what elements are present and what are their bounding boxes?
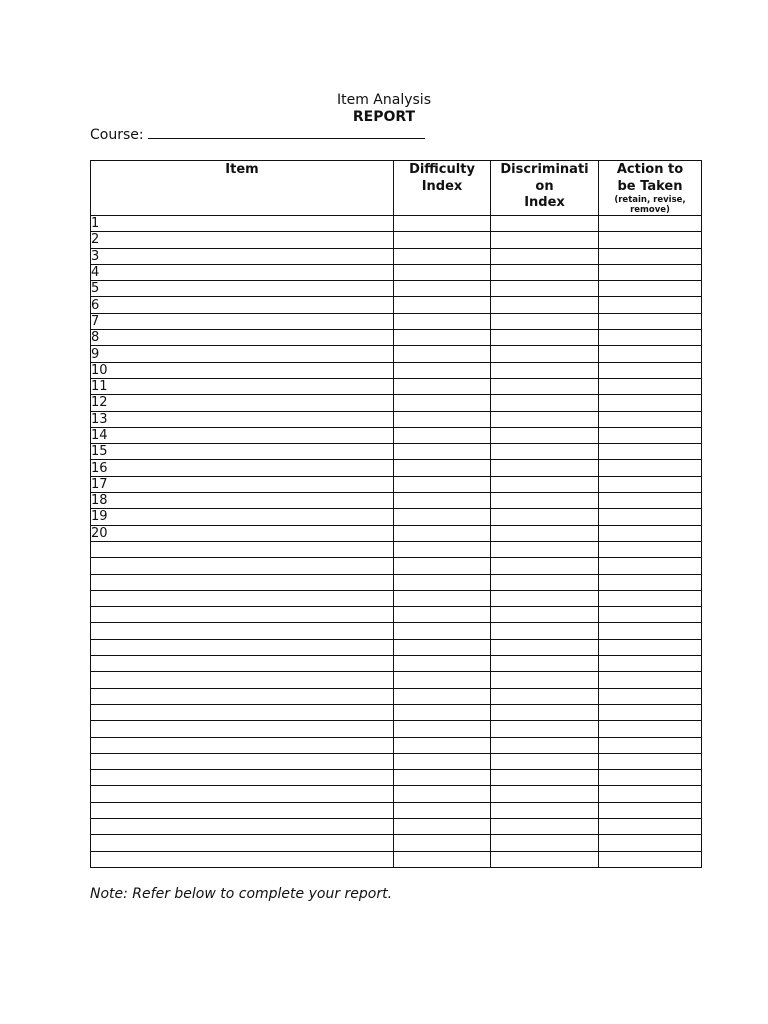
difficulty-cell[interactable]: [394, 264, 491, 280]
discrimination-cell[interactable]: [491, 395, 599, 411]
item-cell[interactable]: 18: [91, 493, 394, 509]
action-cell[interactable]: [599, 264, 702, 280]
discrimination-cell[interactable]: [491, 476, 599, 492]
discrimination-cell[interactable]: [491, 216, 599, 232]
item-cell[interactable]: 5: [91, 281, 394, 297]
discrimination-cell[interactable]: [491, 802, 599, 818]
difficulty-cell[interactable]: [394, 607, 491, 623]
action-cell[interactable]: [599, 737, 702, 753]
item-cell[interactable]: 20: [91, 525, 394, 541]
discrimination-cell[interactable]: [491, 411, 599, 427]
discrimination-cell[interactable]: [491, 444, 599, 460]
item-cell[interactable]: 3: [91, 248, 394, 264]
discrimination-cell[interactable]: [491, 427, 599, 443]
action-cell[interactable]: [599, 639, 702, 655]
discrimination-cell[interactable]: [491, 558, 599, 574]
action-cell[interactable]: [599, 753, 702, 769]
table-row: [91, 232, 702, 248]
action-cell[interactable]: [599, 525, 702, 541]
item-cell[interactable]: [91, 639, 394, 655]
difficulty-cell[interactable]: [394, 721, 491, 737]
action-cell[interactable]: [599, 704, 702, 720]
item-cell[interactable]: 4: [91, 264, 394, 280]
difficulty-cell[interactable]: [394, 525, 491, 541]
action-cell[interactable]: [599, 346, 702, 362]
item-cell[interactable]: 1: [91, 216, 394, 232]
difficulty-cell[interactable]: [394, 395, 491, 411]
table-row: [91, 688, 702, 704]
difficulty-cell[interactable]: [394, 558, 491, 574]
table-row: [91, 574, 702, 590]
difficulty-cell[interactable]: [394, 427, 491, 443]
action-cell[interactable]: [599, 672, 702, 688]
difficulty-cell[interactable]: [394, 590, 491, 606]
difficulty-cell[interactable]: [394, 737, 491, 753]
item-cell[interactable]: [91, 835, 394, 851]
difficulty-cell[interactable]: [394, 574, 491, 590]
item-cell[interactable]: [91, 574, 394, 590]
difficulty-cell[interactable]: [394, 623, 491, 639]
discrimination-cell[interactable]: [491, 297, 599, 313]
discrimination-cell[interactable]: [491, 346, 599, 362]
item-cell[interactable]: 11: [91, 378, 394, 394]
item-cell[interactable]: [91, 753, 394, 769]
action-cell[interactable]: [599, 770, 702, 786]
discrimination-cell[interactable]: [491, 590, 599, 606]
table-row: [91, 362, 702, 378]
action-cell[interactable]: [599, 248, 702, 264]
item-cell[interactable]: [91, 590, 394, 606]
table-row: [91, 590, 702, 606]
table-row: [91, 493, 702, 509]
item-cell[interactable]: [91, 737, 394, 753]
discrimination-cell[interactable]: [491, 753, 599, 769]
discrimination-cell[interactable]: [491, 639, 599, 655]
table-row: [91, 248, 702, 264]
discrimination-cell[interactable]: [491, 656, 599, 672]
difficulty-cell[interactable]: [394, 851, 491, 867]
table-row: [91, 639, 702, 655]
difficulty-cell[interactable]: [394, 639, 491, 655]
table-row: [91, 281, 702, 297]
discrimination-cell[interactable]: [491, 607, 599, 623]
difficulty-cell[interactable]: [394, 313, 491, 329]
difficulty-cell[interactable]: [394, 818, 491, 834]
table-row: [91, 802, 702, 818]
item-cell[interactable]: 13: [91, 411, 394, 427]
table-row: [91, 297, 702, 313]
table-row: [91, 330, 702, 346]
table-row: [91, 509, 702, 525]
item-cell[interactable]: [91, 607, 394, 623]
item-cell[interactable]: [91, 623, 394, 639]
course-label: Course:: [90, 127, 144, 143]
difficulty-cell[interactable]: [394, 232, 491, 248]
difficulty-cell[interactable]: [394, 704, 491, 720]
action-cell[interactable]: [599, 476, 702, 492]
table-row: [91, 378, 702, 394]
item-cell[interactable]: 10: [91, 362, 394, 378]
action-cell[interactable]: [599, 835, 702, 851]
header-difficulty-index: Difficulty Index: [394, 161, 491, 216]
table-row: [91, 656, 702, 672]
action-cell[interactable]: [599, 851, 702, 867]
header-discrimination-index: Discriminati on Index: [491, 161, 599, 216]
difficulty-cell[interactable]: [394, 509, 491, 525]
item-cell[interactable]: [91, 656, 394, 672]
discrimination-cell[interactable]: [491, 525, 599, 541]
discrimination-cell[interactable]: [491, 493, 599, 509]
difficulty-cell[interactable]: [394, 753, 491, 769]
table-row: [91, 704, 702, 720]
item-cell[interactable]: 17: [91, 476, 394, 492]
discrimination-cell[interactable]: [491, 362, 599, 378]
item-cell[interactable]: 9: [91, 346, 394, 362]
discrimination-cell[interactable]: [491, 330, 599, 346]
item-cell[interactable]: 6: [91, 297, 394, 313]
footer-note: Note: Refer below to complete your report.: [90, 886, 393, 902]
table-row: [91, 313, 702, 329]
table-row: [91, 818, 702, 834]
table-row: [91, 835, 702, 851]
course-field: [90, 125, 425, 144]
discrimination-cell[interactable]: [491, 264, 599, 280]
action-cell[interactable]: [599, 427, 702, 443]
item-cell[interactable]: 19: [91, 509, 394, 525]
table-row: [91, 558, 702, 574]
action-cell[interactable]: [599, 607, 702, 623]
item-cell[interactable]: [91, 672, 394, 688]
difficulty-cell[interactable]: [394, 770, 491, 786]
action-cell[interactable]: [599, 558, 702, 574]
action-cell[interactable]: [599, 721, 702, 737]
discrimination-cell[interactable]: [491, 460, 599, 476]
action-cell[interactable]: [599, 623, 702, 639]
difficulty-cell[interactable]: [394, 476, 491, 492]
item-cell[interactable]: [91, 541, 394, 557]
discrimination-cell[interactable]: [491, 770, 599, 786]
discrimination-cell[interactable]: [491, 232, 599, 248]
action-cell[interactable]: [599, 232, 702, 248]
difficulty-cell[interactable]: [394, 297, 491, 313]
table-row: [91, 460, 702, 476]
item-cell[interactable]: 2: [91, 232, 394, 248]
table-body: [91, 216, 702, 868]
discrimination-cell[interactable]: [491, 835, 599, 851]
difficulty-cell[interactable]: [394, 541, 491, 557]
table-row: [91, 264, 702, 280]
discrimination-cell[interactable]: [491, 509, 599, 525]
action-cell[interactable]: [599, 216, 702, 232]
action-cell[interactable]: [599, 509, 702, 525]
action-cell[interactable]: [599, 786, 702, 802]
difficulty-cell[interactable]: [394, 786, 491, 802]
action-cell[interactable]: [599, 688, 702, 704]
action-cell[interactable]: [599, 281, 702, 297]
table-row: [91, 411, 702, 427]
table-row: [91, 672, 702, 688]
item-cell[interactable]: 14: [91, 427, 394, 443]
difficulty-cell[interactable]: [394, 216, 491, 232]
difficulty-cell[interactable]: [394, 411, 491, 427]
discrimination-cell[interactable]: [491, 541, 599, 557]
item-cell[interactable]: [91, 688, 394, 704]
item-cell[interactable]: [91, 770, 394, 786]
item-cell[interactable]: 7: [91, 313, 394, 329]
discrimination-cell[interactable]: [491, 818, 599, 834]
table-row: [91, 607, 702, 623]
difficulty-cell[interactable]: [394, 656, 491, 672]
difficulty-cell[interactable]: [394, 362, 491, 378]
action-cell[interactable]: [599, 818, 702, 834]
table-row: [91, 786, 702, 802]
discrimination-cell[interactable]: [491, 786, 599, 802]
item-cell[interactable]: [91, 786, 394, 802]
table-row: [91, 346, 702, 362]
difficulty-cell[interactable]: [394, 346, 491, 362]
action-cell[interactable]: [599, 362, 702, 378]
document-title: Item Analysis: [336, 92, 431, 108]
item-cell[interactable]: [91, 818, 394, 834]
action-cell[interactable]: [599, 493, 702, 509]
action-cell[interactable]: [599, 313, 702, 329]
action-cell[interactable]: [599, 297, 702, 313]
action-cell[interactable]: [599, 395, 702, 411]
table-row: [91, 753, 702, 769]
discrimination-cell[interactable]: [491, 704, 599, 720]
action-cell[interactable]: [599, 574, 702, 590]
discrimination-cell[interactable]: [491, 248, 599, 264]
action-cell[interactable]: [599, 656, 702, 672]
item-cell[interactable]: 12: [91, 395, 394, 411]
table-row: [91, 216, 702, 232]
difficulty-cell[interactable]: [394, 493, 491, 509]
difficulty-cell[interactable]: [394, 802, 491, 818]
difficulty-cell[interactable]: [394, 672, 491, 688]
table-row: [91, 476, 702, 492]
difficulty-cell[interactable]: [394, 378, 491, 394]
item-cell[interactable]: [91, 704, 394, 720]
table-row: [91, 444, 702, 460]
difficulty-cell[interactable]: [394, 330, 491, 346]
discrimination-cell[interactable]: [491, 378, 599, 394]
table-row: [91, 395, 702, 411]
table-header-row: [91, 161, 702, 216]
table-row: [91, 770, 702, 786]
difficulty-cell[interactable]: [394, 460, 491, 476]
action-cell[interactable]: [599, 444, 702, 460]
document-subtitle: REPORT: [352, 109, 416, 125]
table-row: [91, 623, 702, 639]
discrimination-cell[interactable]: [491, 313, 599, 329]
discrimination-cell[interactable]: [491, 574, 599, 590]
item-cell[interactable]: 16: [91, 460, 394, 476]
action-cell[interactable]: [599, 541, 702, 557]
action-options-note: (retain, revise, remove): [614, 195, 686, 215]
action-cell[interactable]: [599, 330, 702, 346]
discrimination-cell[interactable]: [491, 623, 599, 639]
header-item: Item: [91, 161, 394, 216]
table-row: [91, 721, 702, 737]
table-row: [91, 851, 702, 867]
difficulty-cell[interactable]: [394, 281, 491, 297]
table-row: [91, 541, 702, 557]
table-row: [91, 525, 702, 541]
table-row: [91, 737, 702, 753]
discrimination-cell[interactable]: [491, 737, 599, 753]
discrimination-cell[interactable]: [491, 688, 599, 704]
difficulty-cell[interactable]: [394, 688, 491, 704]
item-cell[interactable]: [91, 802, 394, 818]
item-cell[interactable]: [91, 558, 394, 574]
discrimination-cell[interactable]: [491, 851, 599, 867]
item-cell[interactable]: 15: [91, 444, 394, 460]
difficulty-cell[interactable]: [394, 835, 491, 851]
action-cell[interactable]: [599, 460, 702, 476]
action-cell[interactable]: [599, 590, 702, 606]
difficulty-cell[interactable]: [394, 444, 491, 460]
discrimination-cell[interactable]: [491, 721, 599, 737]
course-blank-line: [148, 125, 425, 139]
item-analysis-table: [90, 160, 702, 868]
discrimination-cell[interactable]: [491, 281, 599, 297]
action-cell[interactable]: [599, 411, 702, 427]
difficulty-cell[interactable]: [394, 248, 491, 264]
header-action-to-be-taken: Action to be Taken (retain, revise, remove): [599, 161, 702, 216]
discrimination-cell[interactable]: [491, 672, 599, 688]
item-cell[interactable]: [91, 851, 394, 867]
table-row: [91, 427, 702, 443]
item-cell[interactable]: 8: [91, 330, 394, 346]
action-cell[interactable]: [599, 378, 702, 394]
item-cell[interactable]: [91, 721, 394, 737]
action-cell[interactable]: [599, 802, 702, 818]
